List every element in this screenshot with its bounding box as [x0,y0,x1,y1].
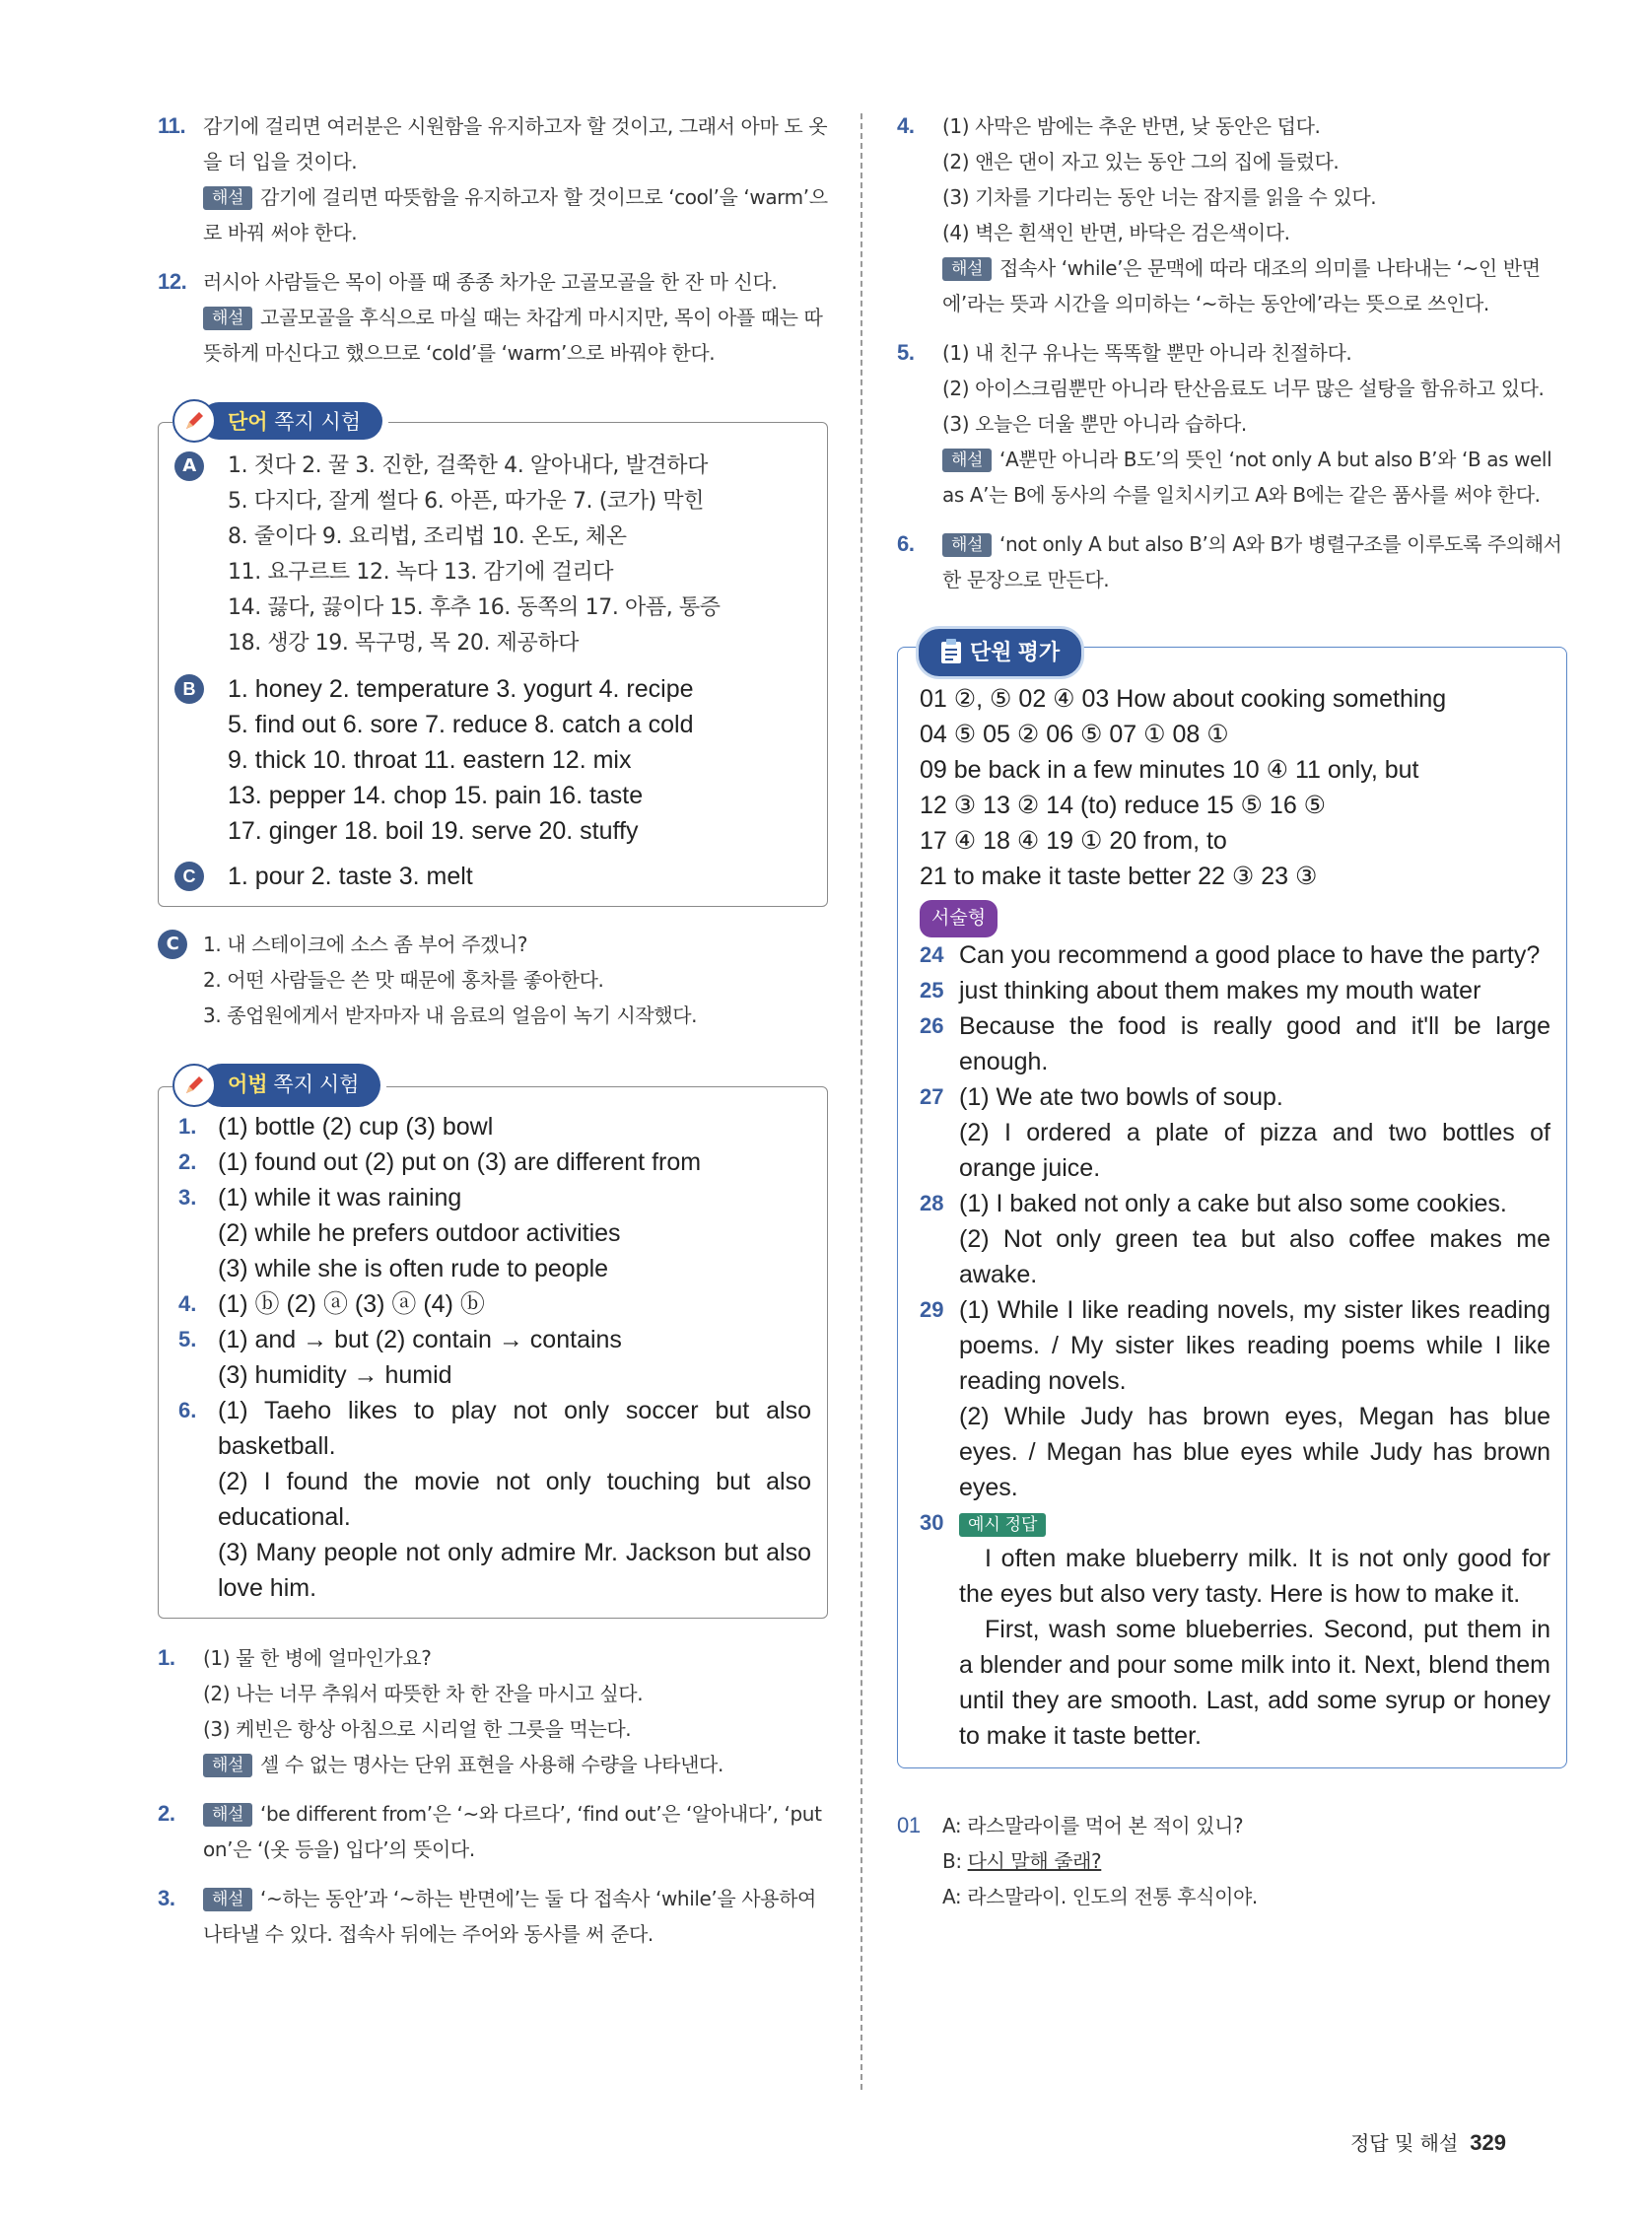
answer-4 [897,108,1567,321]
answer-line: (4) 벽은 흰색인 반면, 바닥은 검은색이다. [942,221,1290,244]
answer-2 [158,1796,828,1867]
grammar-item [178,1109,811,1144]
item-number: 2. [178,1149,197,1174]
essay-item [920,1186,1550,1292]
vocab-line: 5. find out 6. sore 7. reduce 8. catch a cold [228,711,694,738]
c-section [158,927,828,1033]
vocab-line: 13. pepper 14. chop 15. pain 16. taste [228,782,644,809]
item-line: (2) I found the movie not only touching but also educational. [218,1468,811,1531]
footer-label: 정답 및 해설 [1349,2131,1459,2155]
vocab-line: 1. honey 2. temperature 3. yogurt 4. recipe [228,675,694,703]
answer-6 [897,526,1567,597]
vocab-line: 8. 줄이다 9. 요리법, 조리법 10. 온도, 체온 [228,524,627,549]
unit-test-box [897,640,1567,1768]
grammar-item [178,1286,811,1322]
explanation-tag: 해설 [203,186,252,210]
page-number: 329 [1470,2130,1506,2155]
answer-row: 21 to make it taste better 22 ③ 23 ③ [920,863,1318,890]
vocab-group-a [174,449,811,661]
explanation-tag: 해설 [203,1754,252,1777]
essay-line: (2) Not only green tea but also coffee makes me awake. [959,1225,1550,1288]
item-number: 28 [920,1191,944,1215]
item-number: 27 [920,1084,944,1109]
question-12 [158,264,828,371]
question-number: 12. [158,269,187,294]
explanation-tag: 해설 [942,533,992,557]
item-number: 6. [178,1398,197,1422]
item-number: 30 [920,1510,944,1535]
essay-item [920,937,1550,973]
item-line: (3) while she is often rude to people [218,1255,609,1282]
pencil-icon [172,399,216,443]
c-line: 3. 종업원에게서 받자마자 내 음료의 얼음이 녹기 시작했다. [203,1004,698,1027]
grammar-quiz-box [158,1073,828,1619]
answer-row: 12 ③ 13 ② 14 (to) reduce 15 ⑤ 16 ⑤ [920,792,1327,819]
left-column [158,108,828,1952]
essay-line: Can you recommend a good place to have the party? [959,941,1541,969]
item-line: (1) Taeho likes to play not only soccer but also basketball. [218,1397,811,1460]
question-number: 6. [897,531,915,556]
answer-line: (2) 나는 너무 추워서 따뜻한 차 한 잔을 마시고 싶다. [203,1682,644,1705]
item-number: 25 [920,978,944,1003]
item-line: (2) while he prefers outdoor activities [218,1219,621,1247]
essay-item [920,1079,1550,1186]
answer-row: 01 ②, ⑤ 02 ④ 03 How about cooking something [920,685,1447,713]
vocab-line: 9. thick 10. throat 11. eastern 12. mix [228,746,632,774]
pencil-icon [172,1064,216,1107]
essay-line: (1) We ate two bowls of soup. [959,1083,1283,1111]
essay-item-30 [920,1505,1550,1754]
c-line: 1. 내 스테이크에 소스 좀 부어 주겠니? [203,933,528,956]
unit-test-title [916,626,1084,679]
vocab-group-c [174,859,811,894]
column-divider [860,113,862,2090]
item-number: 1. [178,1114,197,1139]
question-number: 1. [158,1645,175,1670]
essay-line: (2) I ordered a plate of pizza and two bottles of orange juice. [959,1119,1550,1182]
answer-3 [158,1881,828,1952]
answer-row: 17 ④ 18 ④ 19 ① 20 from, to [920,827,1227,855]
question-number: 4. [897,113,915,138]
group-label: B [174,674,204,704]
sample-answer-paragraph: I often make blueberry milk. It is not only good for the eyes but also very tasty. Here is how to make it. [959,1545,1550,1608]
group-label: C [174,862,204,891]
essay-item [920,973,1550,1008]
answer-line: (1) 내 친구 유나는 똑똑할 뿐만 아니라 친절하다. [942,341,1352,365]
explanation-text: ‘be different from’은 ‘~와 다르다’, ‘find out’은 ‘알아내다’, ‘put on’은 ‘(옷 등을) 입다’의 뜻이다. [203,1802,822,1861]
explanation-text: ‘not only A but also B’의 A와 B가 병렬구조를 이루도록 주의해서 한 문장으로 만든다. [942,532,1562,591]
sample-answer-paragraph: First, wash some blueberries. Second, put them in a blender and pour some milk into it. Next, blend them until they are smooth. Last, add some syrup or honey to make it taste better. [959,1616,1550,1750]
item-number: 24 [920,942,944,967]
answer-line: (2) 앤은 댄이 자고 있는 동안 그의 집에 들렀다. [942,150,1340,173]
explanation-tag: 해설 [203,1888,252,1911]
answer-line: (3) 오늘은 더울 뿐만 아니라 습하다. [942,412,1247,436]
explanation-text: ‘A뿐만 아니라 B도’의 뜻인 ‘not only A but also B’와 ‘B as well as A’는 B에 동사의 수를 일치시키고 A와 B에는 같은 품사를 써야 한다. [942,448,1552,507]
clipboard-icon [940,639,962,664]
answer-line: (1) 물 한 병에 얼마인가요? [203,1646,432,1670]
item-line: (1) and → but (2) contain → contains [218,1326,622,1353]
vocab-line: 11. 요구르트 12. 녹다 13. 감기에 걸리다 [228,560,614,585]
explanation-text: 셀 수 없는 명사는 단위 표현을 사용해 수량을 나타낸다. [260,1753,723,1776]
question-number: 5. [897,340,915,365]
page-footer [1350,2127,1506,2156]
item-line: (1) ⓑ (2) ⓐ (3) ⓐ (4) ⓑ [218,1290,485,1318]
answer-line: (1) 사막은 밤에는 추운 반면, 낮 동안은 덥다. [942,114,1321,138]
explanation-text: ‘~하는 동안’과 ‘~하는 반면에’는 둘 다 접속사 ‘while’을 사용하여 나타낼 수 있다. 접속사 뒤에는 주어와 동사를 써 준다. [203,1887,816,1946]
essay-line: (1) I baked not only a cake but also some cookies. [959,1190,1507,1217]
item-number: 26 [920,1013,944,1038]
question-number: 2. [158,1801,175,1826]
underlined-text: 다시 말해 줄래? [967,1849,1102,1873]
answer-line: (3) 기차를 기다리는 동안 너는 잡지를 읽을 수 있다. [942,185,1377,209]
explanation-text: 고골모골을 후식으로 마실 때는 차갑게 마시지만, 목이 아플 때는 따뜻하게 마신다고 했으므로 ‘cold’를 ‘warm’으로 바꿔야 한다. [203,306,823,365]
dialogue-01 [897,1808,1567,1914]
essay-line: (1) While I like reading novels, my sister likes reading poems. / My sister likes reading poems while I like reading novels. [959,1296,1550,1395]
question-number: 3. [158,1886,175,1910]
vocab-line: 5. 다지다, 잘게 썰다 6. 아픈, 따가운 7. (코가) 막힌 [228,489,705,514]
item-number: 29 [920,1297,944,1322]
vocab-quiz-title [172,399,388,443]
question-number: 11. [158,113,186,138]
essay-line: (2) While Judy has brown eyes, Megan has blue eyes. / Megan has blue eyes while Judy has brown eyes. [959,1403,1550,1501]
question-11 [158,108,828,250]
explanation-text: 접속사 ‘while’은 문맥에 따라 대조의 의미를 나타내는 ‘~인 반면에’라는 뜻과 시간을 의미하는 ‘~하는 동안에’라는 뜻으로 쓰인다. [942,256,1541,315]
question-text: 감기에 걸리면 여러분은 시원함을 유지하고자 할 것이고, 그래서 아마 도 옷을 더 입을 것이다. [203,114,828,173]
dialogue-line: A: 라스말라이를 먹어 본 적이 있니? [942,1814,1244,1837]
vocab-line: 1. pour 2. taste 3. melt [228,863,473,890]
explanation-text: 감기에 걸리면 따뜻함을 유지하고자 할 것이므로 ‘cool’을 ‘warm’으로 바꿔 써야 한다. [203,185,828,244]
grammar-title-a: 어법 [228,1073,268,1096]
answer-row: 04 ⑤ 05 ② 06 ⑤ 07 ① 08 ① [920,721,1229,748]
item-line: (3) humidity → humid [218,1361,452,1389]
explanation-tag: 해설 [203,1803,252,1827]
answer-5 [897,335,1567,513]
group-label: C [158,930,187,959]
vocab-line: 17. ginger 18. boil 19. serve 20. stuffy [228,817,639,845]
essay-line: Because the food is really good and it'll be large enough. [959,1012,1550,1075]
grammar-item [178,1322,811,1393]
question-number: 01 [897,1813,921,1837]
item-line: (3) Many people not only admire Mr. Jackson but also love him. [218,1539,811,1602]
item-line: (1) found out (2) put on (3) are different from [218,1148,702,1176]
vocab-line: 14. 끓다, 끓이다 15. 후추 16. 동쪽의 17. 아픔, 통증 [228,595,721,620]
vocab-line: 1. 젓다 2. 꿀 3. 진한, 걸쭉한 4. 알아내다, 발견하다 [228,453,708,478]
item-number: 3. [178,1185,197,1210]
grammar-item [178,1180,811,1286]
essay-line: just thinking about them makes my mouth water [959,977,1481,1004]
grammar-item [178,1393,811,1606]
essay-item [920,1292,1550,1505]
dialogue-line [942,1843,1567,1879]
explanation-tag: 해설 [942,257,992,281]
vocab-group-b [174,671,811,849]
right-column [897,108,1567,1914]
item-number: 5. [178,1327,197,1351]
explanation-tag: 해설 [203,307,252,330]
essay-item [920,1008,1550,1079]
dialogue-line: A: 라스말라이. 인도의 전통 후식이야. [942,1885,1258,1908]
c-line: 2. 어떤 사람들은 쓴 맛 때문에 홍차를 좋아한다. [203,968,604,992]
sample-answer-tag: 예시 정답 [959,1513,1046,1537]
item-line: (1) while it was raining [218,1184,462,1212]
speaker-b: B: [942,1849,968,1873]
vocab-title-b: 쪽지 시험 [274,410,362,434]
answer-row: 09 be back in a few minutes 10 ④ 11 only, but [920,756,1419,784]
answer-line: (3) 케빈은 항상 아침으로 시리얼 한 그릇을 먹는다. [203,1717,632,1741]
grammar-quiz-title [172,1064,386,1107]
answer-line: (2) 아이스크림뿐만 아니라 탄산음료도 너무 많은 설탕을 함유하고 있다. [942,377,1545,400]
essay-label: 서술형 [920,900,998,937]
vocab-line: 18. 생강 19. 목구멍, 목 20. 제공하다 [228,631,580,656]
vocab-quiz-box [158,410,828,907]
grammar-title-b: 쪽지 시험 [273,1073,360,1096]
item-line: (1) bottle (2) cup (3) bowl [218,1113,494,1141]
grammar-item [178,1144,811,1180]
explanation-tag: 해설 [942,449,992,472]
question-text: 러시아 사람들은 목이 아플 때 종종 차가운 고골모골을 한 잔 마 신다. [203,270,778,294]
answer-1 [158,1640,828,1782]
group-label: A [174,451,204,481]
vocab-title-a: 단어 [228,410,268,434]
item-number: 4. [178,1291,197,1316]
unit-test-title-text: 단원 평가 [970,640,1061,664]
